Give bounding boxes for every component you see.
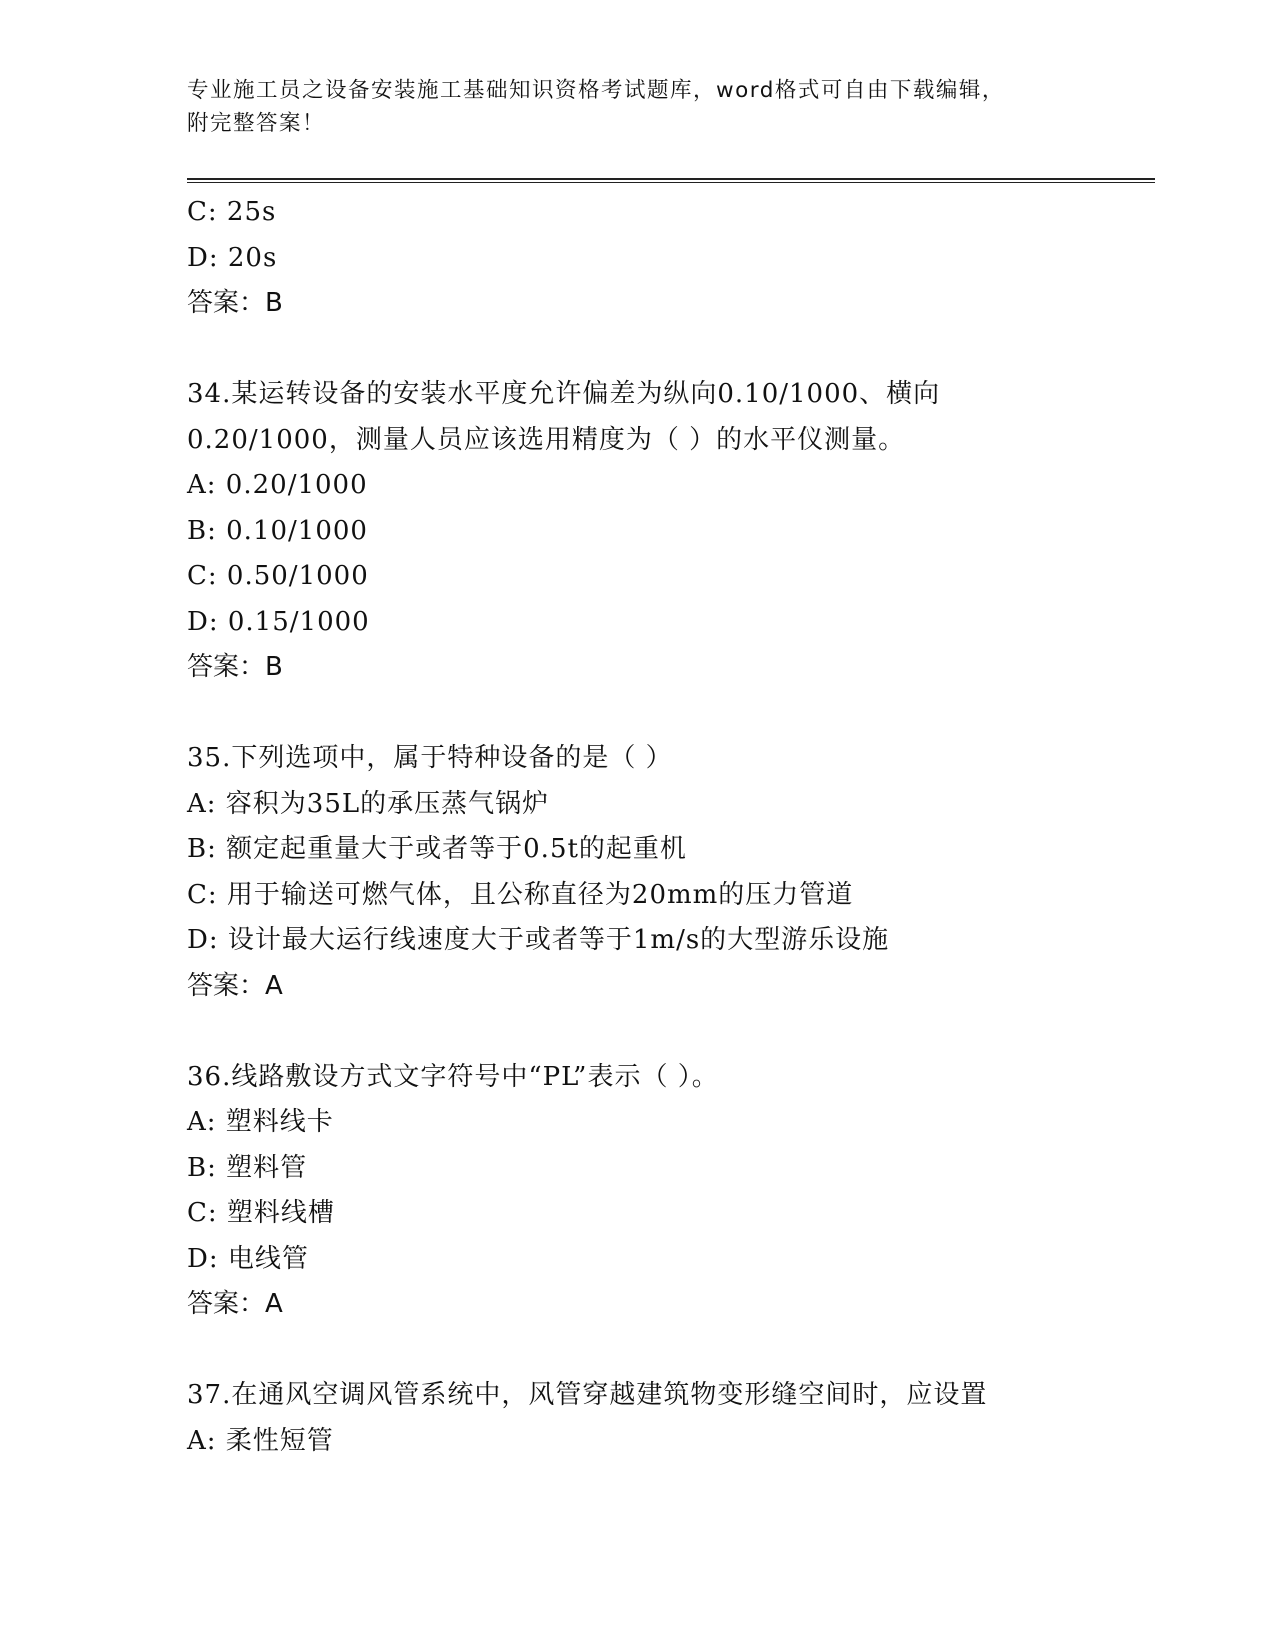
option-a: A: 0.20/1000 [187,470,368,500]
option-b: B: 塑料管 [187,1152,308,1183]
answer-line: 答案：B [187,652,283,682]
option-c: C: 25s [187,197,277,227]
question-list [187,190,1155,1464]
question-37 [187,1373,1155,1464]
header-line-1: 专业施工员之设备安装施工基础知识资格考试题库，word格式可自由下载编辑， [187,78,1005,103]
option-c: C: 0.50/1000 [187,561,369,591]
question-stem: 0.20/1000，测量人员应该选用精度为（ ）的水平仪测量。 [187,424,906,455]
option-c: C: 塑料线槽 [187,1198,335,1228]
header-line-2: 附完整答案！ [187,111,326,136]
option-a: A: 柔性短管 [187,1425,334,1456]
answer-line: 答案：B [187,288,283,318]
question-stem: 34.某运转设备的安装水平度允许偏差为纵向0.10/1000、横向 [187,379,941,409]
answer-line: 答案：A [187,1289,283,1319]
header-divider [187,178,1155,183]
option-b: B: 0.10/1000 [187,515,368,546]
question-stem: 36.线路敷设方式文字符号中“PL”表示（ ）。 [187,1061,719,1092]
question-fragment [187,190,1155,327]
question-35 [187,736,1155,1009]
question-34 [187,372,1155,691]
page-header [187,74,1087,140]
option-d: D: 0.15/1000 [187,606,370,637]
option-a: A: 塑料线卡 [187,1107,334,1137]
question-stem: 37.在通风空调风管系统中，风管穿越建筑物变形缝空间时，应设置 [187,1380,988,1410]
option-c: C: 用于输送可燃气体，且公称直径为20mm的压力管道 [187,879,854,910]
question-36 [187,1055,1155,1328]
question-stem: 35.下列选项中，属于特种设备的是（ ） [187,743,673,773]
option-b: B: 额定起重量大于或者等于0.5t的起重机 [187,834,687,864]
option-d: D: 电线管 [187,1243,309,1274]
option-d: D: 设计最大运行线速度大于或者等于1m/s的大型游乐设施 [187,925,890,955]
option-d: D: 20s [187,242,278,273]
answer-line: 答案：A [187,970,283,1001]
option-a: A: 容积为35L的承压蒸气锅炉 [187,788,550,819]
